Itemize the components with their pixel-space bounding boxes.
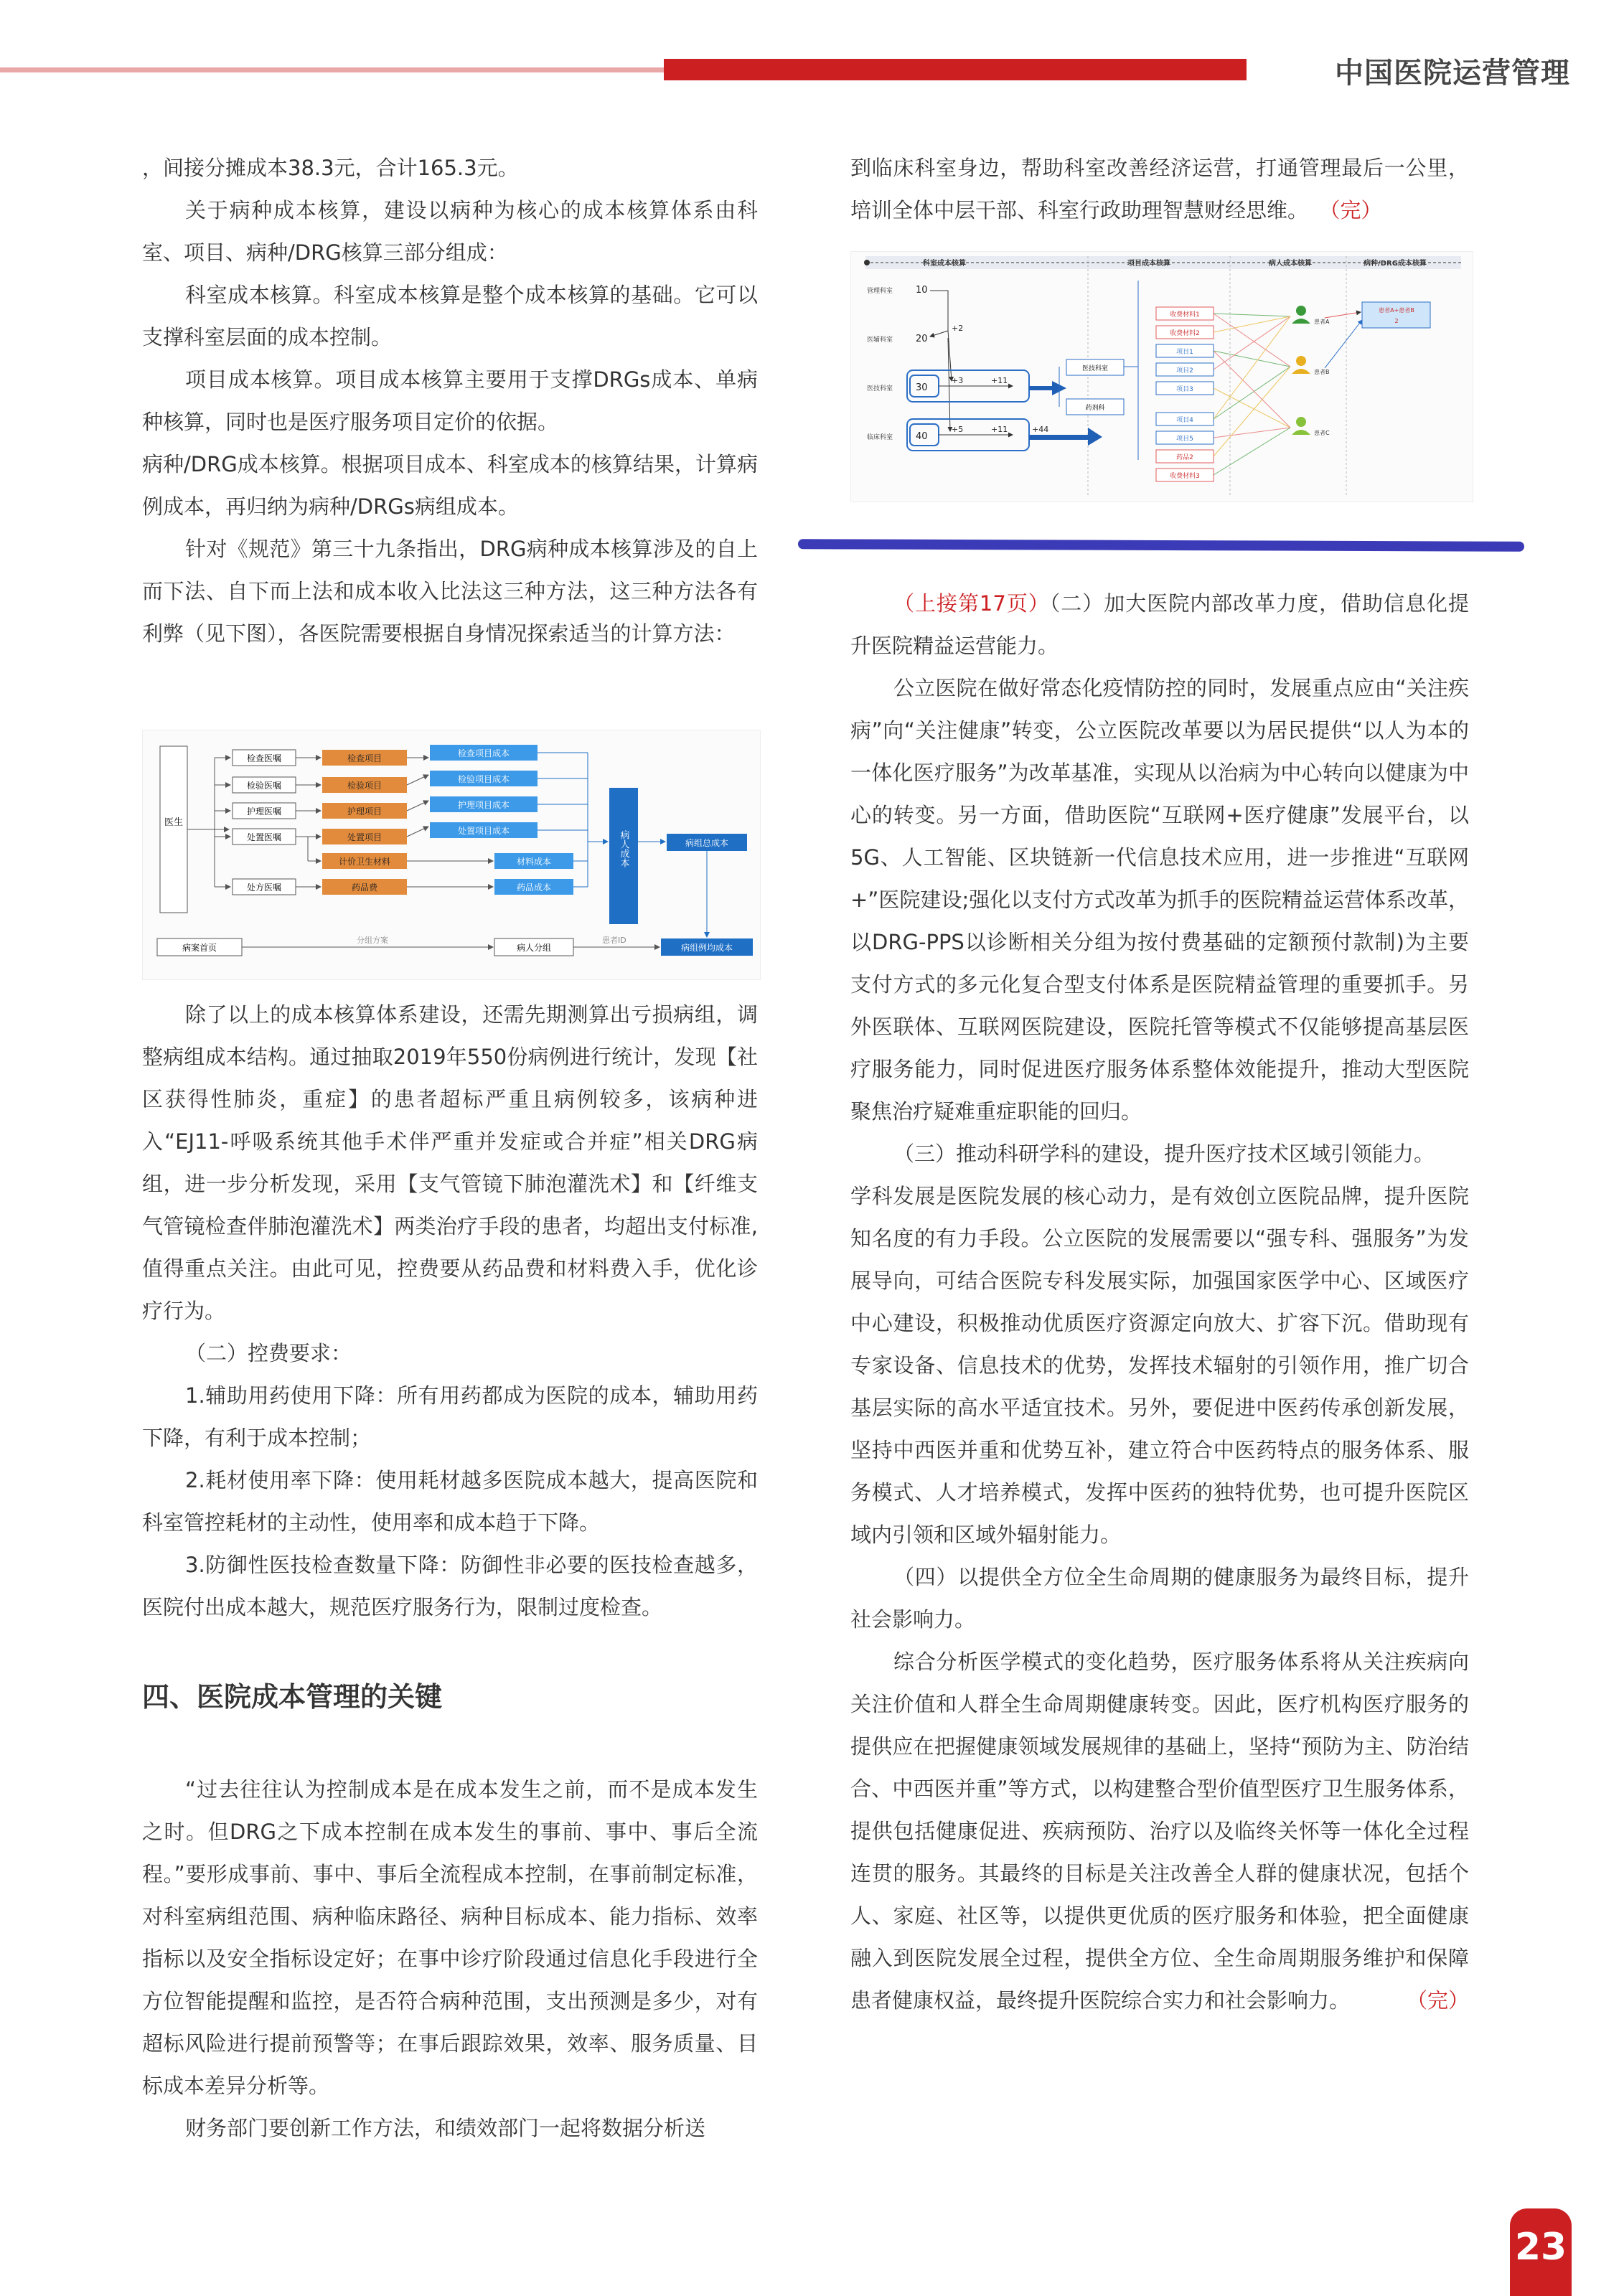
fig2-header: 项目成本核算 (1127, 260, 1170, 268)
header-red-bar (664, 59, 1247, 80)
item-label: 项目5 (1176, 436, 1193, 443)
item-label: 项目4 (1176, 417, 1193, 424)
dept-label: 临床科室 (867, 434, 893, 441)
paragraph: 公立医院在做好常态化疫情防控的同时，发展重点应由“关注疾病”向“关注健康”转变，公立医院改革要以为居民提供“以人为本的一体化医疗服务”为改革基准，实现从以治病为中心转向以健康为中心的转变。另一方面，借助医院“互联网+医疗健康”发展平台，以5G、人工智能、区块链新一代信息技术应用，进一步推进“互联网+”医院建设;强化以支付方式改革为抓手的医院精益运营体系改革，以DRG-PPS以诊断相关分组为按付费基础的定额预付款制)为主要支付方式的多元化复合型支付体系是医院精益管理的重要抓手。另外医联体、互联网医院建设，医院托管等模式不仅能够提高基层医疗服务能力，同时促进医疗服务体系整体效能提升，推动大型医院聚焦治疗疑难重症职能的回归。 (850, 676, 1469, 1124)
paragraph (850, 583, 1469, 667)
item-label: 项目2 (1176, 367, 1193, 375)
cost-label: 药品成本 (516, 883, 552, 893)
flow-label: +11 (991, 376, 1008, 385)
drg-box-value: 2 (1394, 318, 1399, 324)
flow-label: +5 (952, 425, 964, 434)
paragraph: 科室成本核算。科室成本核算是整个成本核算的基础。它可以支撑科室层面的成本控制。 (142, 283, 758, 349)
cost-label: 材料成本 (516, 857, 552, 867)
patient-cost-label: 病人成本 (618, 830, 629, 867)
order-label: 处置医嘱 (246, 832, 282, 842)
first-page-label: 病案首页 (182, 943, 217, 953)
item-label: 项目1 (1176, 349, 1193, 356)
group-total-label: 病组总成本 (685, 838, 729, 848)
order-label: 护理医嘱 (246, 806, 282, 817)
paragraph: 关于病种成本核算，建设以病种为核心的成本核算体系由科室、项目、病种/DRG核算三部分组成： (142, 198, 758, 265)
group-avg-label: 病组例均成本 (680, 943, 733, 953)
dept-label: 管理科室 (867, 288, 893, 295)
paragraph: （四）以提供全方位全生命周期的健康服务为最终目标，提升社会影响力。 (850, 1565, 1469, 1632)
mid-box-label: 医技科室 (1081, 365, 1109, 372)
item-label: 药品费 (351, 883, 378, 893)
dept-label: 医技科室 (867, 385, 893, 392)
paragraph: “过去往往认为控制成本是在成本发生之前，而不是成本发生之时。但DRG之下成本控制在成本发生的事前、事中、事后全流程。”要形成事前、事中、事后全流程成本控制，在事前制定标准，对科室病组范围、病种临床路径、病种目标成本、能力指标、效率指标以及安全指标设定好；在事中诊疗阶段通过信息化手段进行全方位智能提醒和监控，是否符合病种范围，支出预测是多少，对有超标风险进行提前预警等；在事后跟踪效果，效率、服务质量、目标成本差异分析等。 (142, 1777, 758, 2098)
right-column-top (850, 147, 1469, 232)
header-decor-line (0, 67, 667, 72)
paragraph: 财务部门要创新工作方法，和绩效部门一起将数据分析送 (185, 2116, 706, 2140)
flow-label: +11 (991, 425, 1008, 434)
grouping-scheme-label: 分组方案 (357, 936, 388, 945)
doctor-label: 医生 (164, 817, 184, 828)
item-label: 收费材料3 (1170, 473, 1200, 480)
paragraph: ，间接分摊成本38.3元，合计165.3元。 (142, 156, 519, 180)
drg-box-label: 患者A+患者B (1379, 307, 1414, 314)
patient-label: 患者A (1314, 319, 1330, 325)
paragraph-text: 综合分析医学模式的变化趋势，医疗服务体系将从关注疾病向关注价值和人群全生命周期健康转变。因此，医疗机构医疗服务的提供应在把握健康领域发展规律的基础上，坚持“预防为主、防治结合、中西医并重”等方式，以构建整合型价值型医疗卫生服务体系，提供包括健康促进、疾病预防、治疗以及临终关怀等一体化全过程连贯的服务。其最终的目标是关注改善全人群的健康状况，包括个人、家庭、社区等，以提供更优质的医疗服务和体验，把全面健康融入到医院发展全过程，提供全方位、全生命周期服务维护和保障患者健康权益，最终提升医院综合实力和社会影响力。 (850, 1650, 1469, 2013)
paragraph-text: 到临床科室身边，帮助科室改善经济运营，打通管理最后一公里，培训全体中层干部、科室行政助理智慧财经思维。 (850, 156, 1469, 222)
accounting-flow-diagram (850, 251, 1473, 502)
section-heading: 四、医院成本管理的关键 (142, 1681, 443, 1713)
fig2-header: 病人成本核算 (1269, 260, 1312, 268)
item-label: 计价卫生材料 (338, 857, 391, 867)
paragraph: 针对《规范》第三十九条指出，DRG病种成本核算涉及的自上而下法、自下而上法和成本收入比法这三种方法，这三种方法各有利弊（见下图），各医院需要根据自身情况探索适当的计算方法： (142, 537, 758, 646)
paragraph: （二）控费要求： (185, 1341, 352, 1365)
journal-title: 中国医院运营管理 (1335, 57, 1570, 90)
patient-label: 患者C (1314, 430, 1330, 436)
item-label: 收费材料1 (1170, 311, 1200, 319)
dept-label: 医辅科室 (867, 337, 893, 344)
paragraph: 1.辅助用药使用下降：所有用药都成为医院的成本，辅助用药下降，有利于成本控制； (142, 1383, 758, 1450)
paragraph-text: （二）加大医院内部改革力度，借助信息化提升医院精益运营能力。 (850, 591, 1469, 658)
mid-box-label: 药剂科 (1085, 405, 1105, 412)
item-label: 护理项目 (347, 806, 382, 817)
flow-label: +2 (952, 324, 964, 333)
item-label: 处置项目 (347, 832, 382, 842)
dept-value: 20 (916, 334, 928, 344)
continued-ref: （上接第17页） (893, 591, 1050, 616)
paragraph: 3.防御性医技检查数量下降：防御性非必要的医技检查越多，医院付出成本越大，规范医疗服务行为，限制过度检查。 (142, 1553, 758, 1619)
fig2-header: 科室成本核算 (923, 260, 966, 268)
fig2-header: 病种/DRG成本核算 (1363, 260, 1427, 268)
dept-value: 10 (916, 285, 928, 296)
order-label: 检查医嘱 (246, 753, 282, 763)
item-label: 收费材料2 (1170, 330, 1200, 337)
dept-value: 40 (916, 431, 928, 442)
paragraph: 2.耗材使用率下降：使用耗材越多医院成本越大，提高医院和科室管控耗材的主动性，使用率和成本趋于下降。 (142, 1468, 758, 1535)
left-column (142, 147, 758, 655)
paragraph: 项目成本核算。项目成本核算主要用于支撑DRGs成本、单病种核算，同时也是医疗服务项目定价的依据。 (142, 367, 758, 434)
item-label: 药品2 (1176, 454, 1193, 461)
item-label: 检查项目 (347, 753, 382, 763)
patient-grouping-label: 病人分组 (516, 943, 552, 953)
end-mark: （完） (1330, 198, 1382, 222)
cost-flow-diagram (142, 730, 761, 980)
page-number: 23 (1510, 2208, 1572, 2296)
paragraph: 除了以上的成本核算体系建设，还需先期测算出亏损病组，调整病组成本结构。通过抽取2019年550份病例进行统计，发现【社区获得性肺炎，重症】的患者超标严重且病例较多，该病种进入“EJ11-呼吸系统其他手术伴严重并发症或合并症”相关DRG病组，进一步分析发现，采用【支气管镜下肺泡灌洗术】和【纤维支气管镜检查伴肺泡灌洗术】两类治疗手段的患者，均超出支付标准,值得重点关注。由此可见，控费要从药品费和材料费入手，优化诊疗行为。 (142, 1002, 758, 1323)
right-column-main (850, 583, 1469, 2022)
item-label: 项目3 (1176, 386, 1193, 393)
flow-label: +3 (952, 376, 964, 385)
paragraph (850, 147, 1469, 232)
patient-label: 患者B (1314, 369, 1330, 375)
paragraph: （三）推动科研学科的建设，提升医疗技术区域引领能力。 (893, 1142, 1435, 1166)
cost-label: 处置项目成本 (457, 826, 510, 836)
paragraph (850, 1641, 1469, 2022)
paragraph: 学科发展是医院发展的核心动力，是有效创立医院品牌，提升医院知名度的有力手段。公立医院的发展需要以“强专科、强服务”为发展导向，可结合医院专科发展实际，加强国家医学中心、区域医疗中心建设，积极推动优质医疗资源定向放大、扩容下沉。借助现有专家设备、信息技术的优势，发挥技术辐射的引领作用，推广切合基层实际的高水平适宜技术。另外，要促进中医药传承创新发展，坚持中西医并重和优势互补，建立符合中医药特点的服务体系、服务模式、人才培养模式，发挥中医药的独特优势，也可提升医院区域内引领和区域外辐射能力。 (850, 1184, 1469, 1547)
patient-id-label: 患者ID (602, 936, 626, 945)
cost-label: 检验项目成本 (457, 774, 510, 784)
dept-value: 30 (916, 382, 928, 393)
end-mark: （完） (1406, 1988, 1469, 2013)
section-divider (798, 539, 1524, 552)
cost-label: 护理项目成本 (457, 800, 510, 810)
item-label: 检验项目 (347, 781, 382, 791)
order-label: 处方医嘱 (246, 883, 282, 893)
paragraph: 病种/DRG成本核算。根据项目成本、科室成本的核算结果，计算病例成本，再归纳为病种/DRGs病组成本。 (142, 452, 758, 519)
left-column-lower (142, 994, 758, 2150)
cost-label: 检查项目成本 (457, 748, 510, 758)
order-label: 检验医嘱 (246, 781, 282, 791)
flow-label: +44 (1032, 425, 1049, 434)
